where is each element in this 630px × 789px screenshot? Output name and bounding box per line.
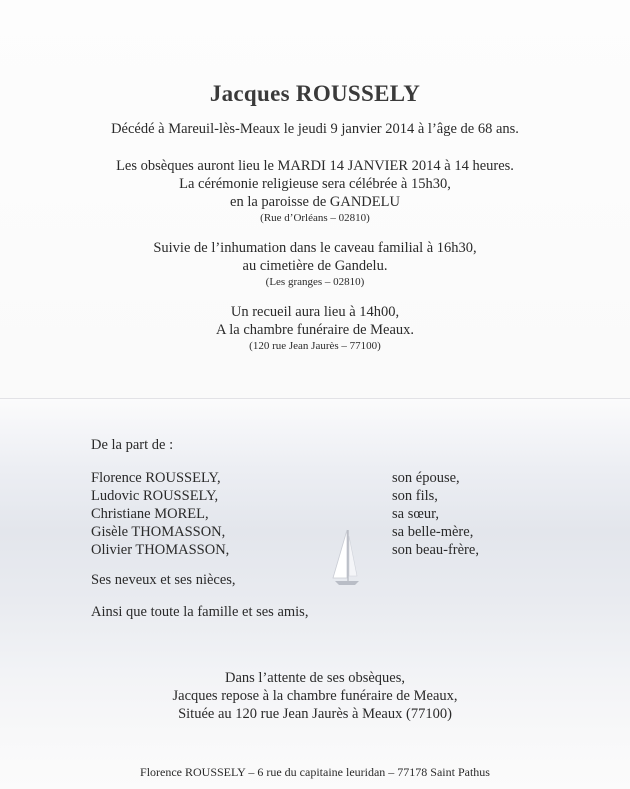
parish-name: en la paroisse de GANDELU — [230, 194, 400, 210]
resting-address: Située au 120 rue Jean Jaurès à Meaux (77100) — [178, 706, 452, 722]
family-member-relation: son beau-frère, — [392, 542, 479, 558]
resting-place: Jacques repose à la chambre funéraire de Meaux, — [172, 688, 458, 704]
death-notice: Décédé à Mareuil-lès-Meaux le jeudi 9 janvier 2014 à l’âge de 68 ans. — [111, 121, 519, 137]
sender-footer: Florence ROUSSELY – 6 rue du capitaine leuridan – 77178 Saint Pathus — [140, 765, 490, 779]
family-member-name: Florence ROUSSELY, — [91, 470, 221, 486]
funeral-date: Les obsèques auront lieu le MARDI 14 JANVIER 2014 à 14 heures. — [116, 158, 514, 174]
awaiting-funeral: Dans l’attente de ses obsèques, — [225, 670, 405, 686]
family-member-relation: sa sœur, — [392, 506, 439, 522]
family-member-relation: son fils, — [392, 488, 438, 504]
burial-notice: Suivie de l’inhumation dans le caveau familial à 16h30, — [153, 240, 477, 256]
gathering-address: (120 rue Jean Jaurès – 77100) — [249, 340, 381, 352]
cemetery-address: (Les granges – 02810) — [265, 276, 365, 288]
ceremony-time: La cérémonie religieuse sera célébrée à 15h30, — [179, 176, 451, 192]
gathering-place: A la chambre funéraire de Meaux. — [215, 322, 415, 338]
family-member-name: Olivier THOMASSON, — [91, 542, 230, 558]
cemetery-name: au cimetière de Gandelu. — [242, 258, 388, 274]
nephews-nieces: Ses neveux et ses nièces, — [91, 572, 236, 588]
family-member-relation: sa belle-mère, — [392, 524, 474, 540]
card-lower-panel-seascape — [0, 399, 630, 789]
from-label: De la part de : — [91, 437, 174, 453]
family-and-friends: Ainsi que toute la famille et ses amis, — [91, 604, 309, 620]
parish-address: (Rue d’Orléans – 02810) — [260, 212, 370, 224]
family-member-name: Ludovic ROUSSELY, — [91, 488, 219, 504]
family-member-name: Gisèle THOMASSON, — [91, 524, 226, 540]
family-member-relation: son épouse, — [392, 470, 460, 486]
family-member-name: Christiane MOREL, — [91, 506, 209, 522]
sailboat-icon — [327, 528, 361, 590]
gathering-time: Un recueil aura lieu à 14h00, — [230, 304, 400, 320]
deceased-name: Jacques ROUSSELY — [209, 81, 421, 106]
